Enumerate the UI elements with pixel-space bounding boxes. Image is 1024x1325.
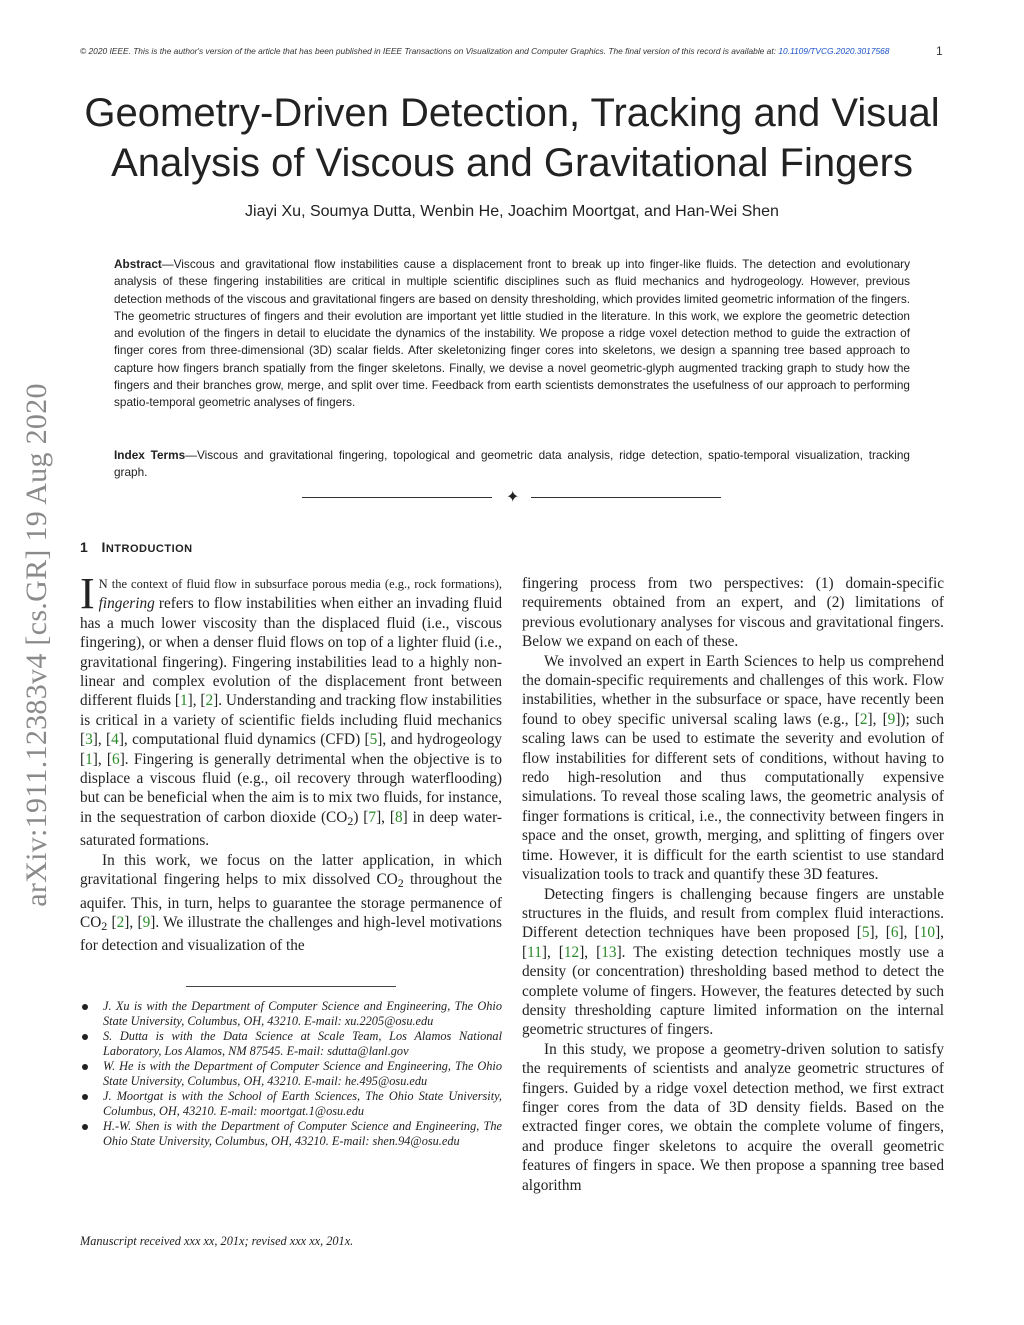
citation-link[interactable]: 10: [919, 924, 936, 942]
divider-right: [531, 497, 721, 498]
footnote-item: S. Dutta is with the Data Science at Scale Team, Los Alamos National Laboratory, Los Alamos, NM 87545. E-mail: sdutta@lanl.gov: [80, 1029, 502, 1059]
doi-link[interactable]: 10.1109/TVCG.2020.3017568: [778, 46, 890, 56]
drop-cap: I: [80, 569, 95, 618]
citation-link[interactable]: 11: [527, 943, 542, 961]
citation-link[interactable]: 12: [563, 943, 580, 961]
left-column: [80, 569, 503, 956]
intro-paragraph-4: We involved an expert in Earth Sciences to help us comprehend the domain-specific requirements and challenges of this work. Flow instabilities, whether in the subsurface or space, have recently been found to obey specific universal scaling laws (e.g., [2], [9]); such scaling laws can be used to estimate the severity and evolution of flow instabilities for different sets of conditions, without having to redo high-resolution and thus computationally expensive simulations. To reveal those scaling laws, the geometric analysis of finger formations is critical, i.e., the connectivity between fingers in space and the onset, growth, merging, and splitting of fingers over time. However, it is difficult for the earth scientist to use standard visualization tools to track and quantify these 3D features.: [522, 652, 944, 884]
abstract-text: —Viscous and gravitational flow instabilities cause a displacement front to break up into finger-like fluids. The detection and evolutionary analysis of these fingering instabilities are critical in multiple scientific disciplines such as fluid mechanics and hydrogeology. However, previous detection methods of the viscous and gravitational fingers are based on density thresholding, which provides limited geometric information of the fingers. The geometric structures of fingers and their evolution are important yet little studied in the literature. In this work, we explore the geometric detection and evolution of the fingers in detail to elucidate the dynamics of the instability. We propose a ridge voxel detection method to guide the extraction of finger cores from three-dimensional (3D) scalar fields. After skeletonizing finger cores into skeletons, we design a spanning tree based approach to capture how fingers branch spatially from the finger skeletons. Finally, we devise a novel geometric-glyph augmented tracking graph to study how the fingers and their branches grow, merge, and split over time. Feedback from earth scientists demonstrates the usefulness of our approach to performing spatio-temporal geometric analyses of fingers.: [114, 257, 910, 410]
paper-title: [70, 88, 954, 188]
bullet-icon: [82, 1004, 88, 1010]
citation-link[interactable]: 2: [116, 913, 125, 931]
author-footnotes: [80, 999, 502, 1149]
citation-link[interactable]: 5: [861, 924, 870, 942]
abstract-label: Abstract: [114, 257, 162, 271]
copyright-notice: © 2020 IEEE. This is the author's version of the article that has been published in IEEE Transactions on Visualization and Computer Graphics. The final version of this record is available at: 10.1109/TVCG.2020.3017568: [80, 46, 890, 56]
abstract: [114, 256, 910, 412]
intro-paragraph-5: Detecting fingers is challenging because fingers are unstable structures in the fluids, and result from complex fluid interactions. Different detection techniques have been proposed [5], [6], [10], [11], [12], [13]. The existing detection techniques mostly use a density (or concentration) thresholding based method to detect the complete volume of fingers. However, the features detected by such density thresholding capture limited information on the internal geometric structures of fingers.: [522, 885, 944, 1039]
citation-link[interactable]: 2: [205, 692, 214, 710]
citation-link[interactable]: 1: [179, 692, 188, 710]
intro-paragraph-2: In this work, we focus on the latter application, in which gravitational fingering helps to mix dissolved $CO_2$ throughout the aquifer. This, in turn, helps to guarantee the storage permanence of $CO_2$ [2], [9]. We illustrate the challenges and high-level motivations for detection and visualization of the: [80, 851, 502, 955]
citation-link[interactable]: 6: [112, 750, 120, 768]
intro-paragraph-6: In this study, we propose a geometry-driven solution to satisfy the requirements of scientists and analyze geometric structures of fingers. Guided by a ridge voxel detection method, we first extract finger cores from the data of 3D density fields. Based on the extracted finger cores, we obtain the complete volume of fingers, and produce finger skeletons to acquire the overall geometric features of fingers in space. We then propose a spanning tree based algorithm: [522, 1040, 944, 1194]
bullet-icon: [82, 1064, 88, 1070]
citation-link[interactable]: 7: [368, 808, 377, 826]
citation-link[interactable]: 9: [142, 913, 151, 931]
author-list: Jiayi Xu, Soumya Dutta, Wenbin He, Joachim Moortgat, and Han-Wei Shen: [245, 203, 779, 220]
citation-link[interactable]: 3: [85, 731, 93, 749]
bullet-icon: [82, 1124, 88, 1130]
arxiv-stamp: arXiv:1911.12383v4 [cs.GR] 19 Aug 2020: [20, 383, 53, 907]
footnote-rule: [186, 986, 396, 987]
bullet-icon: [82, 1034, 88, 1040]
right-column: [522, 574, 944, 1195]
citation-link[interactable]: 13: [601, 943, 617, 961]
intro-paragraph-3: fingering process from two perspectives: (1) domain-specific requirements obtained from an expert, and (2) limitations of previous evolutionary analyses for viscous and gravitational fingers. Below we expand on each of these.: [522, 575, 944, 651]
citation-link[interactable]: 2: [859, 710, 868, 728]
citation-link[interactable]: 4: [111, 731, 119, 749]
intro-paragraph-1: I N the context of fluid flow in subsurface porous media (e.g., rock formations), fingering refers to flow instabilities when either an invading fluid has a much lower viscosity than the displaced fluid (i.e., viscous fingering), or when a denser fluid flows on top of a lighter fluid (i.e., gravitational fingering). Fingering instabilities lead to a highly non-linear and complex evolution of the displacement front between different fluids [1], [2]. Understanding and tracking flow instabilities is critical in a variety of scientific fields including fluid mechanics [3], [4], computational fluid dynamics (CFD) [5], and hydrogeology [1], [6]. Fingering is generally detrimental when the objective is to displace a viscous fluid (e.g., oil recovery through waterflooding) but can be beneficial when the aim is to mix two fluids, for instance, in the sequestration of carbon dioxide $(CO_2)$ [7], [8] in deep water-saturated formations.: [80, 569, 503, 850]
footnote-item: J. Xu is with the Department of Computer Science and Engineering, The Ohio State University, Columbus, OH, 43210. E-mail: xu.2205@osu.edu: [80, 999, 502, 1029]
footnote-item: J. Moortgat is with the School of Earth Sciences, The Ohio State University, Columbus, OH, 43210. E-mail: moortgat.1@osu.edu: [80, 1089, 502, 1119]
page-number: 1: [936, 44, 943, 58]
manuscript-note: Manuscript received xxx xx, 201x; revised xxx xx, 201x.: [80, 1234, 354, 1248]
divider-diamond-icon: ✦: [506, 487, 520, 506]
title-line-1: Geometry-Driven Detection, Tracking and Visual: [84, 91, 940, 135]
footnote-item: H.-W. Shen is with the Department of Computer Science and Engineering, The Ohio State University, Columbus, OH, 43210. E-mail: shen.94@osu.edu: [80, 1119, 502, 1149]
index-terms-text: —Viscous and gravitational fingering, topological and geometric data analysis, ridge detection, spatio-temporal visualization, tracking graph.: [114, 448, 910, 480]
citation-link[interactable]: 8: [394, 808, 403, 826]
citation-link[interactable]: 5: [369, 731, 378, 749]
section-number: 1: [80, 539, 89, 555]
citation-link[interactable]: 9: [887, 710, 896, 728]
footnote-item: W. He is with the Department of Computer Science and Engineering, The Ohio State University, Columbus, OH, 43210. E-mail: he.495@osu.edu: [80, 1059, 502, 1089]
divider-left: [302, 497, 492, 498]
section-heading: 1 INTRODUCTION: [80, 539, 193, 555]
bullet-icon: [82, 1094, 88, 1100]
index-terms: [114, 447, 910, 482]
title-line-2: Analysis of Viscous and Gravitational Fingers: [111, 141, 913, 185]
citation-link[interactable]: 6: [890, 924, 899, 942]
index-terms-label: Index Terms: [114, 448, 186, 462]
citation-link[interactable]: 1: [85, 750, 93, 768]
